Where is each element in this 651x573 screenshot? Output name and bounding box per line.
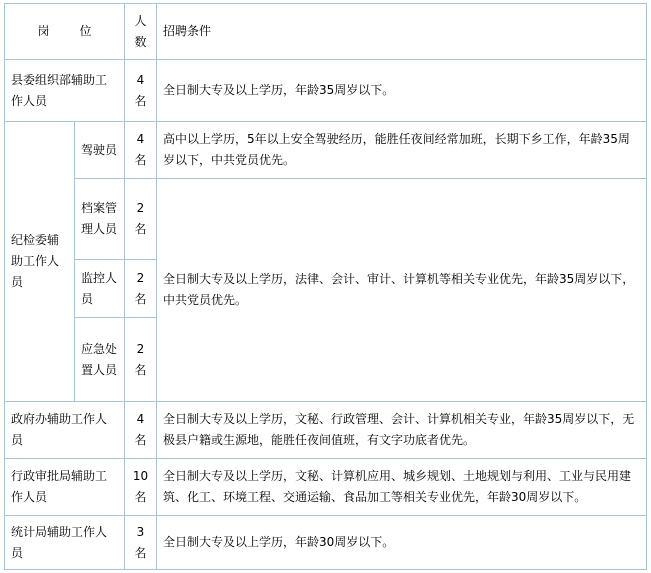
header-conditions: 招聘条件 [157,4,647,60]
post-cell: 县委组织部辅助工作人员 [5,60,125,122]
conditions-cell: 全日制大专及以上学历，年龄35周岁以下。 [157,60,647,122]
count-cell: 2名 [125,318,157,402]
conditions-cell: 高中以上学历，5年以上安全驾驶经历，能胜任夜间经常加班，长期下乡工作，年龄35周岁以下，中共党员优先。 [157,122,647,179]
header-count: 人数 [125,4,157,60]
count-cell: 10名 [125,459,157,516]
table-row [5,122,647,179]
table-row [5,516,647,570]
subpost-cell: 监控人员 [75,260,125,318]
post-cell: 行政审批局辅助工作人员 [5,459,125,516]
count-cell: 4名 [125,402,157,459]
table-row [5,459,647,516]
header-post: 岗 位 [5,4,125,60]
table-row [5,179,647,260]
conditions-cell: 全日制大专及以上学历，文秘、行政管理、会计、计算机相关专业，年龄35周岁以下，无极县户籍或生源地，能胜任夜间值班，有文字功底者优先。 [157,402,647,459]
conditions-cell: 全日制大专及以上学历，法律、会计、审计、计算机等相关专业优先，年龄35周岁以下，中共党员优先。 [157,179,647,402]
table-row [5,402,647,459]
post-cell: 政府办辅助工作人员 [5,402,125,459]
count-cell: 2名 [125,260,157,318]
table-header-row [5,4,647,60]
count-cell: 2名 [125,179,157,260]
conditions-cell: 全日制大专及以上学历，文秘、计算机应用、城乡规划、土地规划与利用、工业与民用建筑、化工、环境工程、交通运输、食品加工等相关专业优先，年龄30周岁以下。 [157,459,647,516]
group-cell: 纪检委辅助工作人员 [5,122,75,402]
post-cell: 统计局辅助工作人员 [5,516,125,570]
subpost-cell: 驾驶员 [75,122,125,179]
count-cell: 4名 [125,122,157,179]
subpost-cell: 档案管理人员 [75,179,125,260]
count-cell: 4名 [125,60,157,122]
count-cell: 3名 [125,516,157,570]
conditions-cell: 全日制大专及以上学历，年龄30周岁以下。 [157,516,647,570]
recruitment-table [4,3,647,570]
table-row [5,60,647,122]
subpost-cell: 应急处置人员 [75,318,125,402]
